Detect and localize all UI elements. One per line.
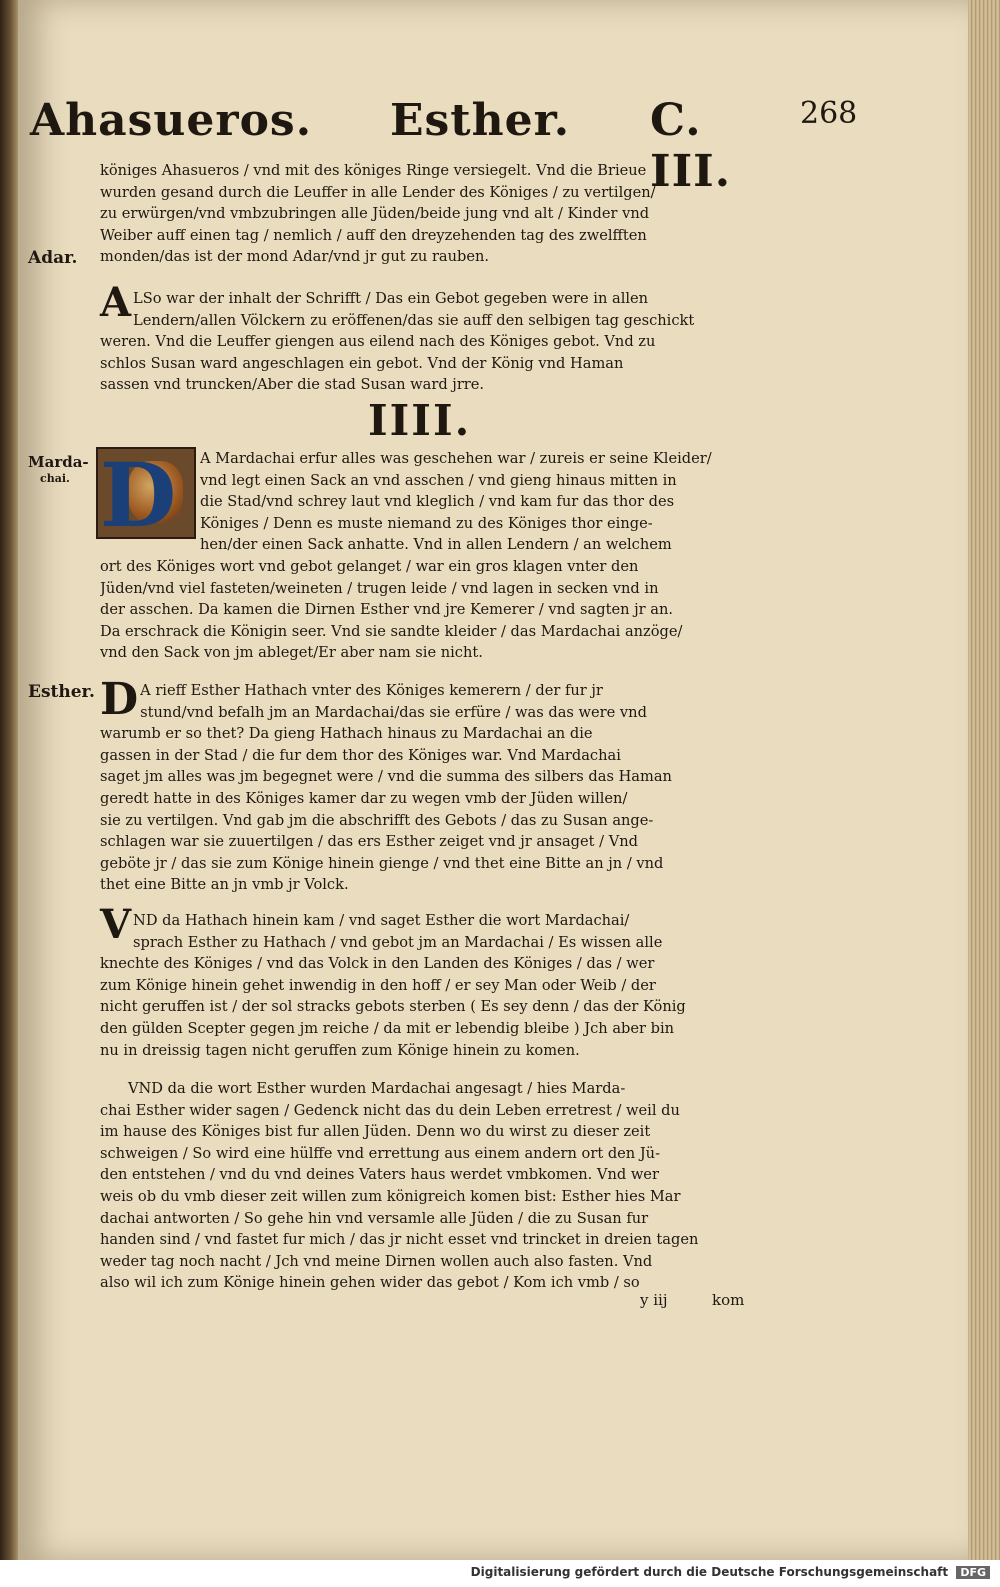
text-line: Weiber auff einen tag / nemlich / auff den dreyzehenden tag des zwelfften [100,226,647,244]
text-line: knechte des Königes / vnd das Volck in den Landen des Königes / das / wer [100,955,655,973]
header-center: Esther. [390,95,571,146]
paragraph-3-indented [200,448,755,556]
text-line: schweigen / So wird eine hülffe vnd errettung aus einem andern ort den Jü- [100,1144,661,1162]
text-line: sassen vnd truncken/Aber die stad Susan ward jrre. [100,376,485,394]
text-line: handen sind / vnd fastet fur mich / das jr nicht esset vnd trincket in dreien tagen [100,1231,699,1249]
text-line: A Mardachai erfur alles was geschehen war / zureis er seine Kleider/ [200,450,712,467]
text-line: sprach Esther zu Hathach / vnd gebot jm an Mardachai / Es wissen alle [133,933,663,951]
paragraph-6-body [100,1100,755,1294]
text-line: zum Könige hinein gehet inwendig in den hoff / er sey Man oder Weib / der [100,976,656,994]
paragraph-4 [100,674,755,896]
dfg-credit-text: Digitalisierung gefördert durch die Deutsche Forschungsgemeinschaft [470,1565,949,1579]
chapter-number: IIII. [368,396,472,445]
paragraph-1 [100,160,755,268]
margin-note-adar: Adar. [28,248,78,268]
text-line: Königes / Denn es muste niemand zu des Königes thor einge- [200,514,653,532]
book-binding [0,0,18,1560]
text-line: chai Esther wider sagen / Gedenck nicht das du dein Leben erretrest / weil du [100,1101,680,1119]
decorated-initial [96,443,196,547]
text-line: zu erwürgen/vnd vmbzubringen alle Jüden/beide jung vnd alt / Kinder vnd [100,205,650,223]
margin-note-mardachai: Marda- [28,453,89,471]
text-line: Lendern/allen Völckern zu eröffenen/das sie auff den selbigen tag geschickt [133,311,695,329]
paragraph-2 [100,279,755,396]
text-line: Da erschrack die Königin seer. Vnd sie sandte kleider / das Mardachai anzöge/ [100,622,683,640]
text-line: im hause des Königes bist fur allen Jüden. Denn wo du wirst zu dieser zeit [100,1123,651,1141]
text-line: weren. Vnd die Leuffer giengen aus eilend nach des Königes gebot. Vnd zu [100,333,656,351]
margin-note-mardachai-2: chai. [40,472,70,485]
text-line: saget jm alles was jm begegnet were / vnd die summa des silbers das Haman [100,768,672,786]
margin-note-esther: Esther. [28,682,95,702]
initial-letter: D [100,443,177,547]
text-line: gassen in der Stad / die fur dem thor des Königes war. Vnd Mardachai [100,746,621,764]
text-line: der asschen. Da kamen die Dirnen Esther vnd jre Kemerer / vnd sagten jr an. [100,601,673,619]
text-line: geböte jr / das sie zum Könige hinein gienge / vnd thet eine Bitte an jn / vnd [100,854,664,872]
text-line: vnd den Sack von jm ableget/Er aber nam sie nicht. [100,644,483,662]
text-line: weis ob du vmb dieser zeit willen zum königreich komen bist: Esther hies Mar [100,1187,681,1205]
paragraph-capital: A [100,279,132,326]
text-line: ND da Hathach hinein kam / vnd saget Esther die wort Mardachai/ [133,912,630,929]
text-line: Jüden/vnd viel fasteten/weineten / trugen leide / vnd lagen in secken vnd in [100,579,659,597]
text-line: LSo war der inhalt der Schrifft / Das ein Gebot gegeben were in allen [133,290,649,307]
header-right: C. III. [650,95,732,197]
text-line: A rieff Esther Hathach vnter des Königes kemerern / der fur jr [140,682,603,699]
dfg-logo-icon: DFG [956,1566,990,1579]
text-line: stund/vnd befalh jm an Mardachai/das sie erfüre / was das were vnd [140,703,647,721]
text-line: den gülden Scepter gegen jm reiche / da mit er lebendig bleibe ) Jch aber bin [100,1019,675,1037]
text-line: vnd legt einen Sack an vnd asschen / vnd gieng hinaus mitten in [200,471,677,489]
paragraph-6 [100,1078,755,1100]
paragraph-capital: D [100,674,139,725]
text-line: wurden gesand durch die Leuffer in alle Lender des Königes / zu vertilgen/ [100,183,656,201]
text-line: schlagen war sie zuuertilgen / das ers Esther zeiget vnd jr ansaget / Vnd [100,833,638,851]
text-line: VND da die wort Esther wurden Mardachai angesagt / hies Marda- [128,1080,626,1097]
text-line: dachai antworten / So gehe hin vnd versamle alle Jüden / die zu Susan fur [100,1209,649,1227]
text-line: schlos Susan ward angeschlagen ein gebot. Vnd der König vnd Haman [100,354,624,372]
text-line: monden/das ist der mond Adar/vnd jr gut zu rauben. [100,248,490,266]
text-line: sie zu vertilgen. Vnd gab jm die abschrifft des Gebots / das zu Susan ange- [100,811,654,829]
text-line: warumb er so thet? Da gieng Hathach hinaus zu Mardachai an die [100,725,593,743]
text-line: ort des Königes wort vnd gebot gelanget / war ein gros klagen vnter den [100,558,639,575]
paragraph-capital: V [100,901,132,948]
text-line: thet eine Bitte an jn vmb jr Volck. [100,876,349,894]
text-line: königes Ahasueros / vnd mit des königes Ringe versiegelt. Vnd die Brieue [100,162,647,179]
text-line: weder tag noch nacht / Jch vnd meine Dirnen wollen auch also fasten. Vnd [100,1252,653,1270]
text-line: die Stad/vnd schrey laut vnd kleglich / vnd kam fur das thor des [200,493,675,511]
text-line: den entstehen / vnd du vnd deines Vaters haus werdet vmbkomen. Vnd wer [100,1166,659,1184]
paragraph-5 [100,901,755,1061]
text-line: hen/der einen Sack anhatte. Vnd in allen Lendern / an welchem [200,536,672,554]
page-edges [968,0,1000,1560]
header-left: Ahasueros. [30,95,313,146]
text-line: nicht geruffen ist / der sol stracks gebots sterben ( Es sey denn / das der König [100,998,686,1016]
dfg-credit [471,1565,990,1579]
text-line: nu in dreissig tagen nicht geruffen zum Könige hinein zu komen. [100,1041,580,1059]
paragraph-3 [100,556,755,664]
text-line: also wil ich zum Könige hinein gehen wider das gebot / Kom ich vmb / so [100,1274,640,1292]
signature-mark: y iij [640,1291,668,1309]
catchword: kom [712,1291,745,1309]
text-line: geredt hatte in des Königes kamer dar zu wegen vmb der Jüden willen/ [100,789,628,807]
folio-number: 268 [800,96,858,131]
